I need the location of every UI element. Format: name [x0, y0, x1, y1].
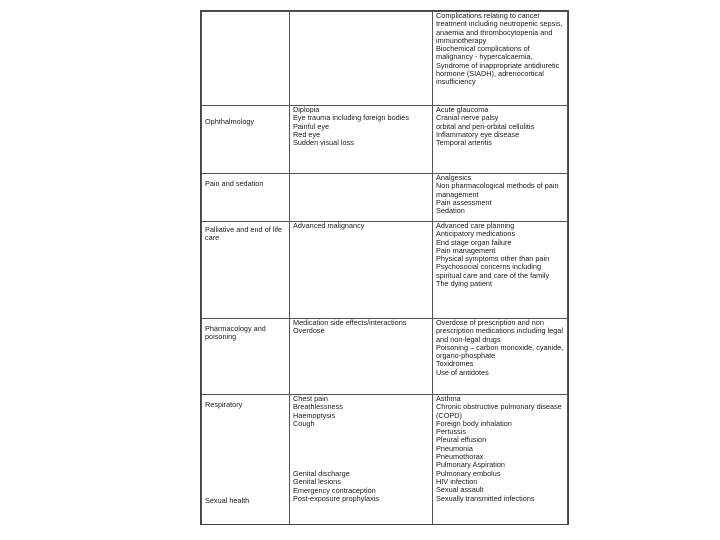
conditions-cell — [433, 319, 568, 395]
condition-item: Pulmonary Aspiration — [436, 460, 505, 470]
topic-label: Pain and sedation — [205, 179, 264, 188]
symptoms-cell — [290, 174, 433, 222]
symptom-item: Diplopia — [293, 105, 320, 114]
symptom-item: Breathlessness — [293, 402, 343, 412]
condition-item: Pulmonary embolus — [436, 468, 501, 478]
symptom-item: Cough — [293, 418, 315, 428]
symptoms-cell — [290, 395, 433, 526]
topic-cell — [202, 174, 290, 222]
table-row — [202, 12, 568, 106]
condition-item: Physical symptoms other than pain — [436, 254, 550, 264]
condition-item: Pneumonia — [436, 443, 473, 453]
symptom-item: Eye trauma including foreign bodies — [293, 113, 410, 123]
condition-item: Pain assessment — [436, 197, 492, 207]
symptom-item: Sudden visual loss — [293, 138, 354, 148]
condition-item: Chronic obstructive pulmonary disease (COPD) — [436, 402, 562, 420]
condition-item: Anticipatory medications — [436, 229, 516, 239]
condition-item: Cranial nerve palsy — [436, 113, 499, 123]
condition-item: Complications relating to cancer treatment including neutropenic sepsis, anaemia and thrombocytopenia and immunotherapy — [436, 11, 563, 45]
curriculum-document — [200, 10, 569, 525]
condition-item: Non pharmacological methods of pain management — [436, 181, 559, 199]
table-row — [202, 106, 568, 174]
topic-label-sexual-health: Sexual health — [205, 496, 250, 506]
table-row — [202, 319, 568, 395]
conditions-cell — [433, 174, 568, 222]
symptom-item: Overdose — [293, 326, 325, 336]
symptoms-cell — [290, 12, 433, 106]
conditions-cell — [433, 395, 568, 526]
condition-item: Pneumothorax — [436, 452, 484, 462]
symptom-item: Haemoptysis — [293, 410, 336, 420]
condition-item: Poisoning – carbon monoxide, cyanide, organo-phosphate — [436, 342, 564, 361]
topic-cell — [202, 12, 290, 106]
symptom-item: Medication side effects/interactions — [293, 318, 407, 327]
symptom-item: Post-exposure prophylaxis — [293, 494, 379, 504]
condition-item: Overdose of prescription and non prescription medications including legal and non-legal drugs — [436, 318, 563, 344]
condition-item: Toxidromes — [436, 359, 474, 369]
topic-label: Pharmacology and poisoning — [205, 324, 266, 342]
symptom-item: Emergency contraception — [293, 485, 376, 495]
condition-item: Sexually transmitted infections — [436, 493, 535, 503]
condition-item: Pleural effusion — [436, 435, 487, 445]
condition-item: Use of antidotes — [436, 367, 489, 377]
condition-item: orbital and peri-orbital cellulitis — [436, 121, 535, 131]
topic-label: Ophthalmology — [205, 117, 255, 126]
condition-item: Psychosocial concerns including spiritual care and care of the family — [436, 262, 550, 280]
condition-item: Pain management — [436, 245, 496, 255]
symptom-item: Genital discharge — [293, 469, 350, 479]
condition-item: Biochemical complications of malignancy - hypercalcaemia, Syndrome of inappropriate antidiuretic hormone (SIADH), adrenocortical insufficiency — [436, 44, 560, 87]
topic-cell — [202, 222, 290, 319]
condition-item: Inflammatory eye disease — [436, 129, 520, 139]
condition-item: Pertussis — [436, 427, 467, 437]
topic-cell — [202, 395, 290, 526]
conditions-cell — [433, 222, 568, 319]
condition-item: HIV infection — [436, 476, 478, 486]
condition-item: Advanced care planning — [436, 221, 515, 230]
symptom-item: Painful eye — [293, 121, 330, 131]
condition-item: The dying patient — [436, 279, 492, 289]
condition-item: Sedation — [436, 206, 465, 216]
conditions-cell — [433, 12, 568, 106]
symptom-item: Advanced malignancy — [293, 221, 365, 230]
condition-item: Asthma — [436, 394, 461, 403]
curriculum-table — [201, 11, 568, 525]
table-row — [202, 395, 568, 526]
conditions-cell — [433, 106, 568, 174]
condition-item: End stage organ failure — [436, 237, 512, 247]
topic-label: Respiratory — [205, 400, 243, 409]
condition-item: Sexual assault — [436, 485, 484, 495]
symptom-item: Genital lesions — [293, 477, 341, 487]
table-row — [202, 222, 568, 319]
topic-label: Palliative and end of life care — [205, 225, 283, 243]
table-row — [202, 174, 568, 222]
condition-item: Analgesics — [436, 173, 472, 182]
topic-cell — [202, 319, 290, 395]
condition-item: Temporal arteritis — [436, 138, 492, 148]
condition-item: Acute glaucoma — [436, 105, 489, 114]
symptoms-cell — [290, 106, 433, 174]
symptom-item: Red eye — [293, 129, 321, 139]
symptoms-cell — [290, 222, 433, 319]
symptom-item: Chest pain — [293, 394, 328, 403]
condition-item: Foreign body inhalation — [436, 418, 512, 428]
topic-cell — [202, 106, 290, 174]
symptoms-cell — [290, 319, 433, 395]
